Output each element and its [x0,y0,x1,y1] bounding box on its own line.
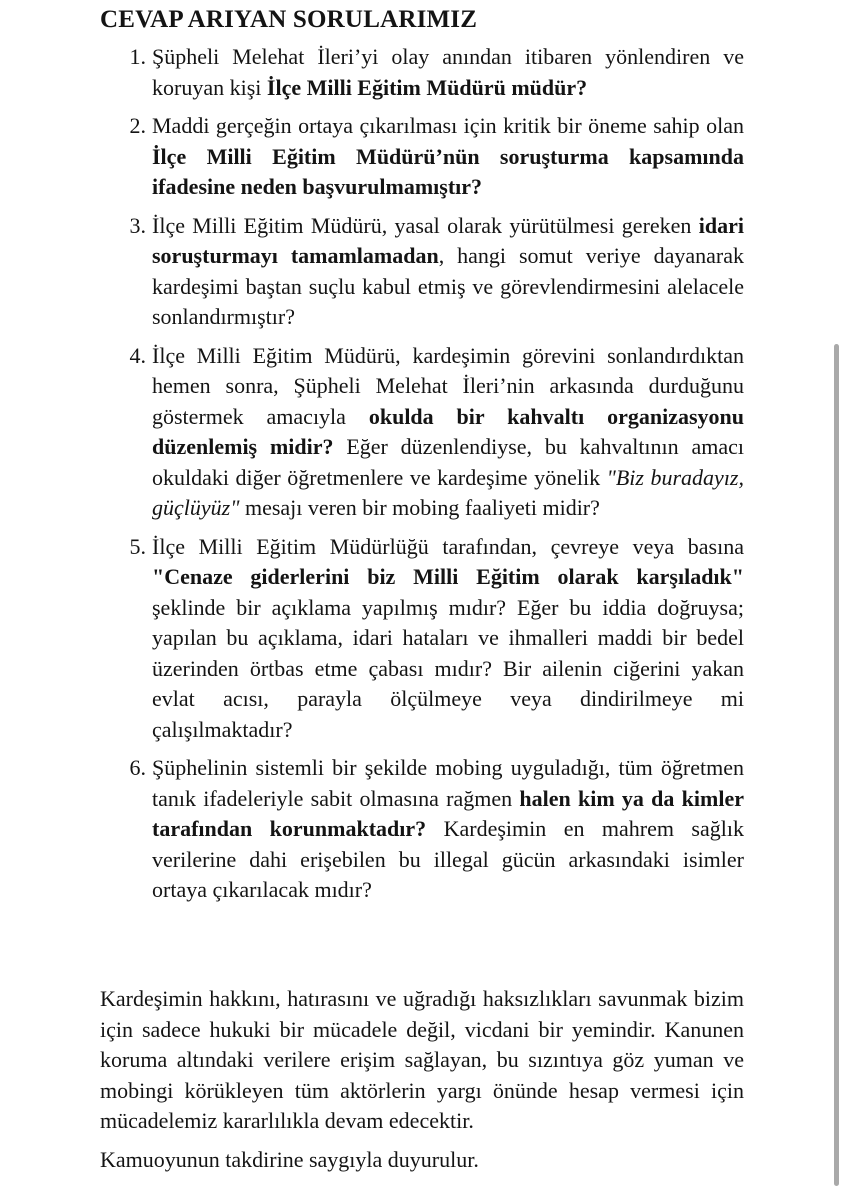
question-item [100,42,744,103]
question-text [152,42,744,103]
question-number: 5. [129,533,146,559]
emphasis-bold: "Cenaze giderlerini biz Milli Eğitim olarak karşıladık" [152,564,744,589]
question-list [100,42,744,914]
section-heading: CEVAP ARIYAN SORULARIMIZ [100,6,478,33]
question-number: 2. [129,113,146,138]
question-text [152,211,744,333]
question-text [152,532,744,746]
closing-paragraph: Kardeşimin hakkını, hatırasını ve uğradığı haksızlıkları savunmak bizim için sadece hukuki bir mücadele değil, vicdani bir yemindir. Kanunen koruma altındaki verilere erişim sağlayan, bu sızıntıya göz yuman ve mobingi körükleyen tüm aktörlerin yargı önünde hesap vermesi için mücadelemiz kararlılıkla devam edecektir. [100,986,744,1133]
scrollbar-thumb[interactable] [834,344,839,1186]
question-number: 3. [129,212,146,238]
emphasis-bold: idari soruşturmayı tamamlamadan [152,212,744,268]
text-run: İlçe Milli Eğitim Müdürü, kardeşimin görevini sonlandırdıktan hemen sonra, Şüpheli Melehat İleri’nin arkasında durduğunu göstermek amacıyla [152,342,744,429]
question-number: 4. [129,342,146,368]
question-item [100,753,744,906]
question-item [100,341,744,524]
text-run: Kardeşimin en mahrem sağlık verilerine dahi erişebilen bu illegal gücün arkasındaki isimler ortaya çıkarılacak mıdır? [152,816,744,902]
question-text [152,111,744,203]
closing-section [100,984,744,1183]
question-text [152,753,744,906]
text-run: şeklinde bir açıklama yapılmış mıdır? Eğer bu iddia doğruysa; yapılan bu açıklama, idari hataları ve ihmalleri maddi bir bedel üzerinden örtbas etme çabası mıdır? Bir ailenin ciğerini yakan evlat acısı, parayla ölçülmeye veya dindirilmeye mi çalışılmaktadır? [152,594,744,742]
text-run: İlçe Milli Eğitim Müdürlüğü tarafından, çevreye veya basına [152,533,744,559]
text-run: mesajı veren bir mobing faaliyeti midir? [239,495,600,520]
text-run: Şüpheli Melehat İleri’yi olay anından itibaren yönlendiren ve koruyan kişi [152,44,744,100]
emphasis-bold: okulda bir kahvaltı organizasyonu düzenlemiş midir? [152,403,744,459]
text-run: Eğer düzenlendiyse, bu kahvaltının amacı okuldaki diğer öğretmenlere ve kardeşime yönelik [152,434,744,490]
text-run: Şüphelinin sistemli bir şekilde mobing uyguladığı, tüm öğretmen tanık ifadeleriyle sabit olmasına rağmen [152,755,744,811]
emphasis-bold: İlçe Milli Eğitim Müdürü müdür? [266,74,588,100]
text-run: Maddi gerçeğin ortaya çıkarılması için kritik bir öneme sahip olan [152,113,744,138]
text-run: İlçe Milli Eğitim Müdürü, yasal olarak yürütülmesi gereken [152,212,699,238]
emphasis-italic: "Biz buradayız, güçlüyüz" [152,464,744,520]
question-item [100,111,744,203]
question-number: 6. [129,755,146,780]
closing-announcement: Kamuoyunun takdirine saygıyla duyurulur. [100,1146,479,1172]
text-run: , hangi somut veriye dayanarak kardeşimi baştan suçlu kabul etmiş ve görevlendirmesini alelacele sonlandırmıştır? [152,243,744,329]
emphasis-bold: İlçe Milli Eğitim Müdürü’nün soruşturma kapsamında ifadesine neden başvurulmamıştır? [152,143,744,199]
question-text [152,341,744,524]
question-item [100,532,744,746]
question-number: 1. [129,44,146,69]
emphasis-bold: halen kim ya da kimler tarafından korunmaktadır? [152,785,744,841]
question-item [100,211,744,333]
